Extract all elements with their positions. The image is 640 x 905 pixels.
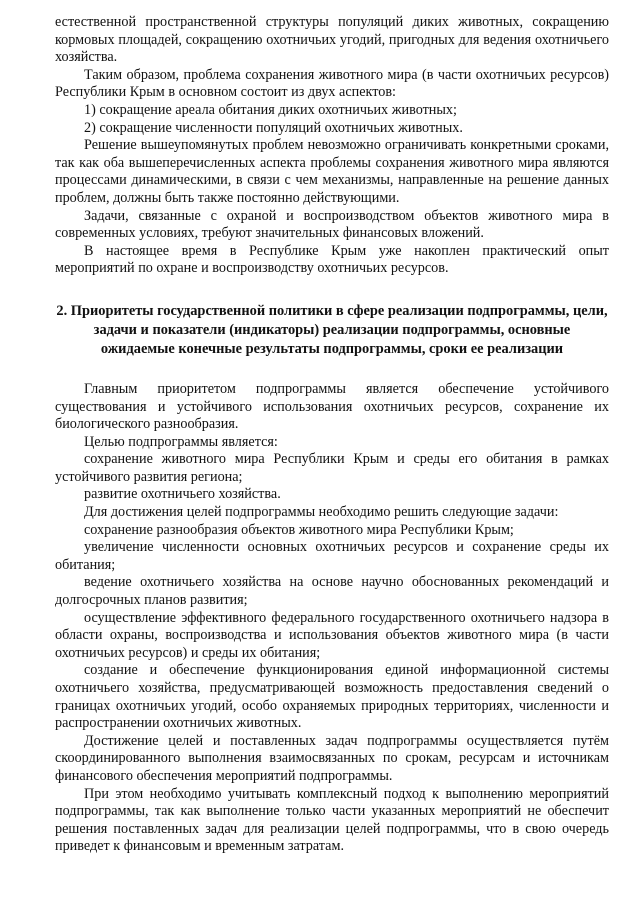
section-heading: 2. Приоритеты государственной политики в сфере реализации подпрограммы, цели, задачи и показатели (индикаторы) реализации подпрограммы, основные ожидаемые конечные результаты подпрограммы, сроки ее реализации — [56, 302, 608, 357]
paragraph: Главным приоритетом подпрограммы является обеспечение устойчивого существования и устойчивого использования охотничьих ресурсов, сохранение их биологического разнообразия. — [55, 380, 609, 433]
paragraph: Целью подпрограммы является: — [84, 433, 278, 450]
document-page — [55, 14, 609, 856]
paragraph: Таким образом, проблема сохранения животного мира (в части охотничьих ресурсов) Республики Крым в основном состоит из двух аспектов: — [55, 66, 609, 101]
paragraph: В настоящее время в Республике Крым уже накоплен практический опыт мероприятий по охране и воспроизводству охотничьих ресурсов. — [55, 242, 609, 277]
list-item: ведение охотничьего хозяйства на основе научно обоснованных рекомендаций и долгосрочных планов развития; — [55, 574, 609, 609]
paragraph: Задачи, связанные с охраной и воспроизводством объектов животного мира в современных условиях, требуют значительных финансовых вложений. — [55, 207, 609, 242]
list-item: развитие охотничьего хозяйства. — [84, 486, 281, 503]
paragraph: естественной пространственной структуры популяций диких животных, сокращению кормовых площадей, сокращению охотничьих угодий, пригодных для ведения охотничьего хозяйства. — [55, 14, 609, 66]
list-item: 1) сокращение ареала обитания диких охотничьих животных; — [84, 101, 457, 118]
paragraph: При этом необходимо учитывать комплексный подход к выполнению мероприятий подпрограммы, так как выполнение только части указанных мероприятий не обеспечит решения поставленных задач для реализации целей подпрограммы, что в свою очередь приведет к финансовым и временным затратам. — [55, 785, 609, 855]
paragraph: Достижение целей и поставленных задач подпрограммы осуществляется путём скоординированного выполнения взаимосвязанных по срокам, ресурсам и источникам финансового обеспечения мероприятий подпрограммы. — [55, 732, 609, 784]
list-item: сохранение животного мира Республики Крым и среды его обитания в рамках устойчивого развития региона; — [55, 451, 609, 485]
list-item: 2) сокращение численности популяций охотничьих животных. — [84, 119, 463, 136]
list-item: сохранение разнообразия объектов животного мира Республики Крым; — [84, 521, 514, 538]
list-item: создание и обеспечение функционирования единой информационной системы охотничьего хозяйства, предусматривающей возможность предоставления сведений о границах охотничьих угодий, особо охраняемых природных территориях, численности и распространении охотничьих животных. — [55, 662, 609, 732]
list-item: увеличение численности основных охотничьих ресурсов и сохранение среды их обитания; — [55, 539, 609, 573]
list-item: осуществление эффективного федерального государственного охотничьего надзора в области охраны, воспроизводства и использования объектов животного мира (в части охотничьих ресурсов) и среды их обитания; — [55, 609, 609, 661]
paragraph: Для достижения целей подпрограммы необходимо решить следующие задачи: — [84, 504, 559, 521]
paragraph: Решение вышеупомянутых проблем невозможно ограничивать конкретными сроками, так как оба вышеперечисленных аспекта проблемы сохранения животного мира являются процессами динамическими, в связи с чем механизмы, направленные на решение данных проблем, должны быть также постоянно действующими. — [55, 137, 609, 206]
